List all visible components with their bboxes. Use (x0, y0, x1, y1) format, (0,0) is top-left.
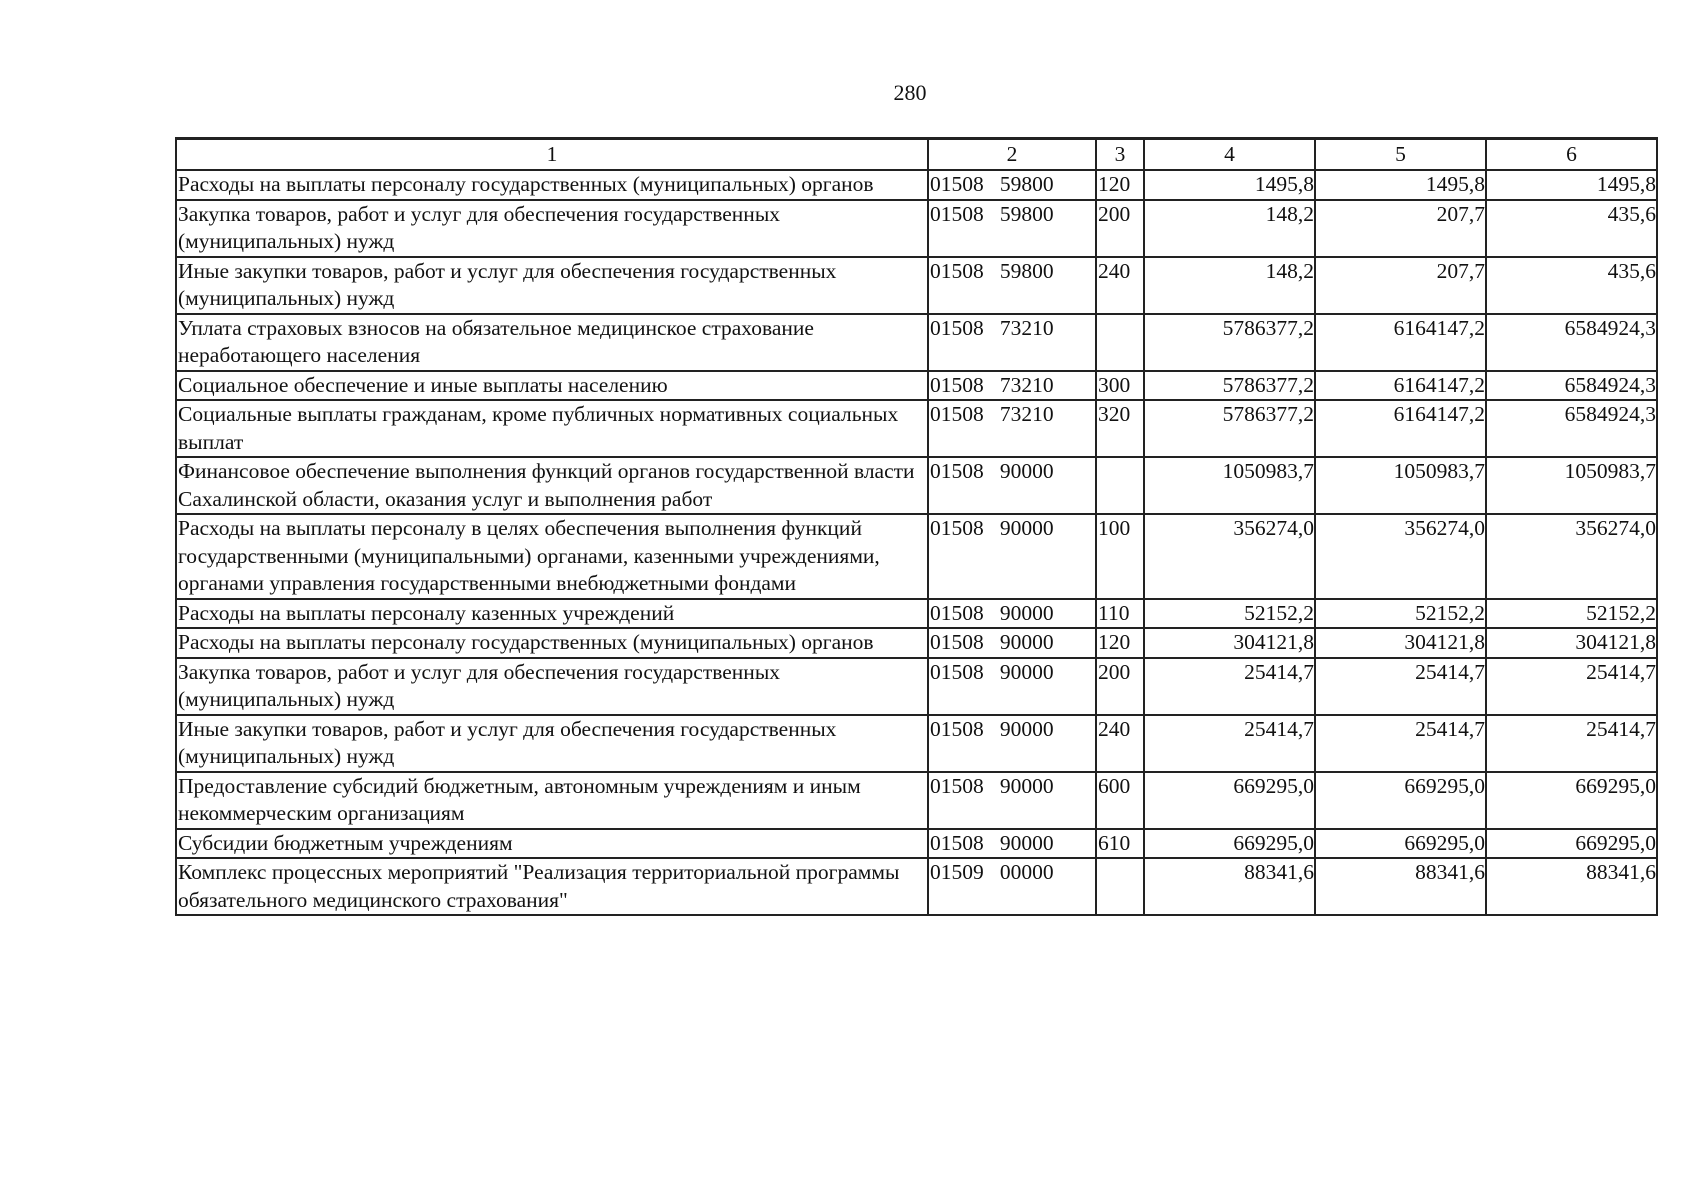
row-name: Иные закупки товаров, работ и услуг для обеспечения государственных (муниципальных) нужд (176, 715, 928, 772)
row-value-col6: 88341,6 (1486, 858, 1657, 915)
row-target-code: 01508 59800 (928, 170, 1096, 200)
row-target-code: 01508 90000 (928, 715, 1096, 772)
row-target-code: 01508 73210 (928, 371, 1096, 401)
row-expense-type: 610 (1096, 829, 1144, 859)
row-expense-type: 110 (1096, 599, 1144, 629)
row-name: Уплата страховых взносов на обязательное медицинское страхование неработающего населения (176, 314, 928, 371)
table-row (176, 858, 1657, 915)
row-value-col6: 356274,0 (1486, 514, 1657, 599)
row-value-col4: 25414,7 (1144, 658, 1315, 715)
page-number: 280 (893, 80, 927, 105)
row-value-col4: 148,2 (1144, 257, 1315, 314)
header-cell-6: 6 (1486, 139, 1657, 171)
row-target-code: 01509 00000 (928, 858, 1096, 915)
row-value-col4: 5786377,2 (1144, 371, 1315, 401)
row-target-code: 01508 90000 (928, 628, 1096, 658)
row-value-col4: 669295,0 (1144, 829, 1315, 859)
row-value-col6: 6584924,3 (1486, 314, 1657, 371)
row-value-col6: 669295,0 (1486, 829, 1657, 859)
row-name: Расходы на выплаты персоналу государственных (муниципальных) органов (176, 170, 928, 200)
row-value-col6: 1050983,7 (1486, 457, 1657, 514)
row-value-col6: 6584924,3 (1486, 371, 1657, 401)
row-value-col5: 207,7 (1315, 200, 1486, 257)
row-expense-type (1096, 858, 1144, 915)
table-row (176, 170, 1657, 200)
row-name: Расходы на выплаты персоналу казенных учреждений (176, 599, 928, 629)
row-value-col4: 1050983,7 (1144, 457, 1315, 514)
table-body (176, 170, 1657, 915)
table-row (176, 599, 1657, 629)
row-value-col5: 1050983,7 (1315, 457, 1486, 514)
row-value-col4: 5786377,2 (1144, 400, 1315, 457)
row-expense-type: 200 (1096, 200, 1144, 257)
row-target-code: 01508 73210 (928, 314, 1096, 371)
row-target-code: 01508 90000 (928, 457, 1096, 514)
row-name: Предоставление субсидий бюджетным, автономным учреждениям и иным некоммерческим организациям (176, 772, 928, 829)
row-expense-type: 600 (1096, 772, 1144, 829)
row-value-col4: 25414,7 (1144, 715, 1315, 772)
header-row (176, 139, 1657, 171)
header-cell-3: 3 (1096, 139, 1144, 171)
row-value-col5: 25414,7 (1315, 658, 1486, 715)
row-value-col4: 148,2 (1144, 200, 1315, 257)
row-name: Расходы на выплаты персоналу государственных (муниципальных) органов (176, 628, 928, 658)
row-expense-type: 120 (1096, 628, 1144, 658)
header-cell-4: 4 (1144, 139, 1315, 171)
row-value-col5: 304121,8 (1315, 628, 1486, 658)
row-target-code: 01508 59800 (928, 257, 1096, 314)
row-expense-type (1096, 314, 1144, 371)
row-value-col4: 1495,8 (1144, 170, 1315, 200)
table-row (176, 772, 1657, 829)
row-value-col4: 356274,0 (1144, 514, 1315, 599)
row-expense-type: 320 (1096, 400, 1144, 457)
row-value-col4: 52152,2 (1144, 599, 1315, 629)
row-target-code: 01508 73210 (928, 400, 1096, 457)
row-expense-type: 200 (1096, 658, 1144, 715)
row-expense-type: 120 (1096, 170, 1144, 200)
row-expense-type: 100 (1096, 514, 1144, 599)
row-value-col6: 304121,8 (1486, 628, 1657, 658)
row-value-col6: 25414,7 (1486, 658, 1657, 715)
row-name: Закупка товаров, работ и услуг для обеспечения государственных (муниципальных) нужд (176, 658, 928, 715)
row-value-col5: 669295,0 (1315, 829, 1486, 859)
row-expense-type (1096, 457, 1144, 514)
table-row (176, 257, 1657, 314)
header-cell-2: 2 (928, 139, 1096, 171)
row-value-col6: 435,6 (1486, 257, 1657, 314)
row-value-col5: 25414,7 (1315, 715, 1486, 772)
table-row (176, 514, 1657, 599)
row-target-code: 01508 90000 (928, 514, 1096, 599)
row-expense-type: 240 (1096, 257, 1144, 314)
row-name: Социальное обеспечение и иные выплаты населению (176, 371, 928, 401)
row-value-col5: 6164147,2 (1315, 314, 1486, 371)
row-name: Иные закупки товаров, работ и услуг для обеспечения государственных (муниципальных) нужд (176, 257, 928, 314)
table-row (176, 829, 1657, 859)
row-target-code: 01508 90000 (928, 599, 1096, 629)
row-name: Финансовое обеспечение выполнения функций органов государственной власти Сахалинской области, оказания услуг и выполнения работ (176, 457, 928, 514)
row-value-col4: 88341,6 (1144, 858, 1315, 915)
row-target-code: 01508 90000 (928, 658, 1096, 715)
table-row (176, 200, 1657, 257)
table-row (176, 658, 1657, 715)
row-value-col5: 6164147,2 (1315, 400, 1486, 457)
row-name: Расходы на выплаты персоналу в целях обеспечения выполнения функций государственными (муниципальными) органами, казенными учреждениями, органами управления государственными внебюджетными фондами (176, 514, 928, 599)
row-name: Социальные выплаты гражданам, кроме публичных нормативных социальных выплат (176, 400, 928, 457)
row-value-col5: 207,7 (1315, 257, 1486, 314)
table-row (176, 628, 1657, 658)
row-target-code: 01508 90000 (928, 829, 1096, 859)
row-value-col4: 304121,8 (1144, 628, 1315, 658)
row-value-col5: 88341,6 (1315, 858, 1486, 915)
table-row (176, 371, 1657, 401)
row-value-col5: 1495,8 (1315, 170, 1486, 200)
row-value-col5: 52152,2 (1315, 599, 1486, 629)
row-value-col4: 669295,0 (1144, 772, 1315, 829)
row-name: Закупка товаров, работ и услуг для обеспечения государственных (муниципальных) нужд (176, 200, 928, 257)
header-cell-5: 5 (1315, 139, 1486, 171)
row-name: Субсидии бюджетным учреждениям (176, 829, 928, 859)
table-row (176, 457, 1657, 514)
table-header (176, 139, 1657, 171)
row-value-col6: 25414,7 (1486, 715, 1657, 772)
row-value-col6: 1495,8 (1486, 170, 1657, 200)
row-value-col6: 52152,2 (1486, 599, 1657, 629)
row-value-col5: 669295,0 (1315, 772, 1486, 829)
table-row (176, 400, 1657, 457)
budget-table (175, 137, 1658, 916)
row-value-col6: 6584924,3 (1486, 400, 1657, 457)
row-value-col6: 669295,0 (1486, 772, 1657, 829)
row-name: Комплекс процессных мероприятий "Реализация территориальной программы обязательного медицинского страхования" (176, 858, 928, 915)
table-row (176, 314, 1657, 371)
row-value-col4: 5786377,2 (1144, 314, 1315, 371)
row-value-col5: 356274,0 (1315, 514, 1486, 599)
row-target-code: 01508 90000 (928, 772, 1096, 829)
header-cell-1: 1 (176, 139, 928, 171)
row-target-code: 01508 59800 (928, 200, 1096, 257)
row-value-col5: 6164147,2 (1315, 371, 1486, 401)
row-expense-type: 240 (1096, 715, 1144, 772)
row-value-col6: 435,6 (1486, 200, 1657, 257)
row-expense-type: 300 (1096, 371, 1144, 401)
table-row (176, 715, 1657, 772)
